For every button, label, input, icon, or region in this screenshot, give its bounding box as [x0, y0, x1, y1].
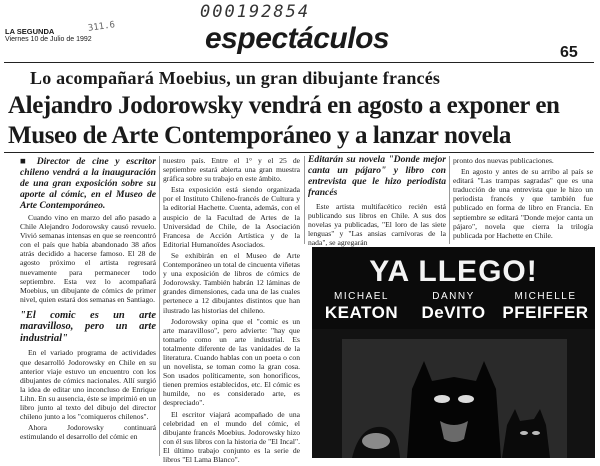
paragraph: El escritor viajará acompañado de una celebridad en el mundo del cómic, el dibujante francés Moebius. Jodorowsky hizo con él sus libros con la historia de "El Incal". El último trabajo conjunto es la serie de libros "El Lama Blanco". — [163, 409, 300, 464]
cast-member — [406, 291, 501, 323]
cast-member — [314, 291, 409, 323]
handwritten-archive-code: 000192854 — [200, 2, 311, 22]
paragraph: Este artista multifacético recién está publicando sus libros en Chile. A sus dos novelas ya publicadas, "El loro de las siete lenguas" y "Las ansias carnívoras de la nada", se agregarán — [308, 202, 446, 248]
paragraph: En agosto y antes de su arribo al país se editará "Las trampas sagradas" que es una traducción de una entrevista que le hizo un periodista francés y que también fue publicado en forma de libro en Francia. En septiembre se editará "Donde mejor canta un pájaro", novela que cierra la trilogía publicada por Hachette en Chile. — [453, 167, 593, 240]
column-divider — [449, 156, 450, 244]
cast-last-name: KEATON — [324, 303, 399, 322]
masthead — [5, 28, 92, 44]
paragraph: nuestro país. Entre el 1° y el 25 de septiembre estará abierta una gran muestra gráfica sobre su trabajo en este ámbito. — [163, 156, 300, 184]
paragraph: pronto dos nuevas publicaciones. — [453, 156, 554, 165]
column-divider — [159, 156, 160, 456]
column-divider — [304, 156, 305, 244]
subheading: "El comic es un arte maravilloso, pero un arte industrial" — [20, 309, 156, 344]
section-title: espectáculos — [205, 22, 390, 55]
paragraph: Ahora Jodorowsky continuará estimulando el desarrollo del cómic en — [20, 423, 156, 442]
kicker: Lo acompañará Moebius, un gran dibujante francés — [30, 68, 441, 88]
headline: Alejandro Jodorowsky vendrá en agosto a exponer en Museo de Arte Contemporáneo y a lanzar novela — [8, 92, 560, 149]
archive-stamp: 311.6 — [87, 20, 116, 34]
top-rule — [4, 62, 594, 63]
paragraph: Jodorowsky opina que el "comic es un arte maravilloso", pero advierte: "hay que tomarlo como un arte industrial. Es totalmente diferente de las vanidades de la literatura. Cuando hablas con un poeta o con un novelista, se toman como la gran cosa. Son usados políticamente, son honoríficos, tienen premios establecidos, etc. El cómic es humilde, no es considerado arte, es despreciado". — [163, 316, 300, 408]
article-column-2 — [163, 156, 300, 466]
cast-first-name: DANNY — [432, 291, 475, 302]
cast-first-name: MICHELLE — [514, 291, 577, 302]
ad-title: YA LLEGO! — [369, 255, 538, 288]
cast-member — [498, 291, 593, 323]
newspaper-name: LA SEGUNDA — [5, 27, 55, 36]
cast-last-name: DeVITO — [421, 303, 486, 322]
page-number: 65 — [560, 44, 578, 61]
paragraph: Cuando vino en marzo del año pasado a Chile Alejandro Jodorowsky causó revuelo. Vivió semanas intensas en que se reencontró con el país que había abandonado 38 años atrás decidido a hacerse famoso. El 28 de agosto próximo el artista regresará nuevamente para permanecer todo septiembre. Esta vez lo acompañará Moebius, un dibujante de cómics de primer nivel, quien estará dos semanas en Santiago. — [20, 213, 156, 304]
paragraph: En el variado programa de actividades que desarrolló Jodorowsky en Chile en su anterior viaje estuvo un encuentro con los dibujantes de cómics nacionales. Allí surgió la idea de editar uno inconcluso de Enrique Lihn. En su ausencia, éste se imprimió en un libro junto al texto del dibujo del director chileno junto a los "comiqueros chilenos". — [20, 348, 156, 422]
poster-artwork — [312, 329, 595, 458]
cast-first-name: MICHAEL — [334, 291, 389, 302]
article-column-3 — [308, 154, 446, 249]
movie-advertisement — [312, 247, 595, 458]
paragraph: Esta exposición está siendo organizada por el Instituto Chileno-francés de Cultura y la editorial Hachette. Cuenta, además, con el auspicio de la Facultad de Artes de la Universidad de Chile, de la Asociación Francesa de Acción Artística y de la Editorial Humanoïdes Asociados. — [163, 185, 300, 249]
headline-rule — [4, 152, 594, 153]
cast-last-name: PFEIFFER — [502, 303, 589, 322]
article-column-1 — [20, 156, 156, 443]
paragraph: Se exhibirán en el Museo de Arte Contemporáneo un total de cincuenta viñetas y una exposición de libros de cómics de Jodorowsky. También habrán 12 láminas de grandes dimensiones, cada una de las cuales pertenece a 12 dibujantes distintos que han ilustrado las historias del chileno. — [163, 250, 300, 315]
publication-date: Viernes 10 de Julio de 1992 — [5, 36, 92, 43]
pull-quote: Editarán su novela "Donde mejor canta un pájaro" y libro con entrevista que le hizo periodista francés — [308, 154, 446, 198]
article-column-4 — [453, 156, 593, 242]
lead-paragraph: ■ Director de cine y escritor chileno vendrá a la inauguración de una gran exposición sobre su aporte al cómic, en el Museo de Arte Contemporáneo. — [20, 156, 156, 211]
